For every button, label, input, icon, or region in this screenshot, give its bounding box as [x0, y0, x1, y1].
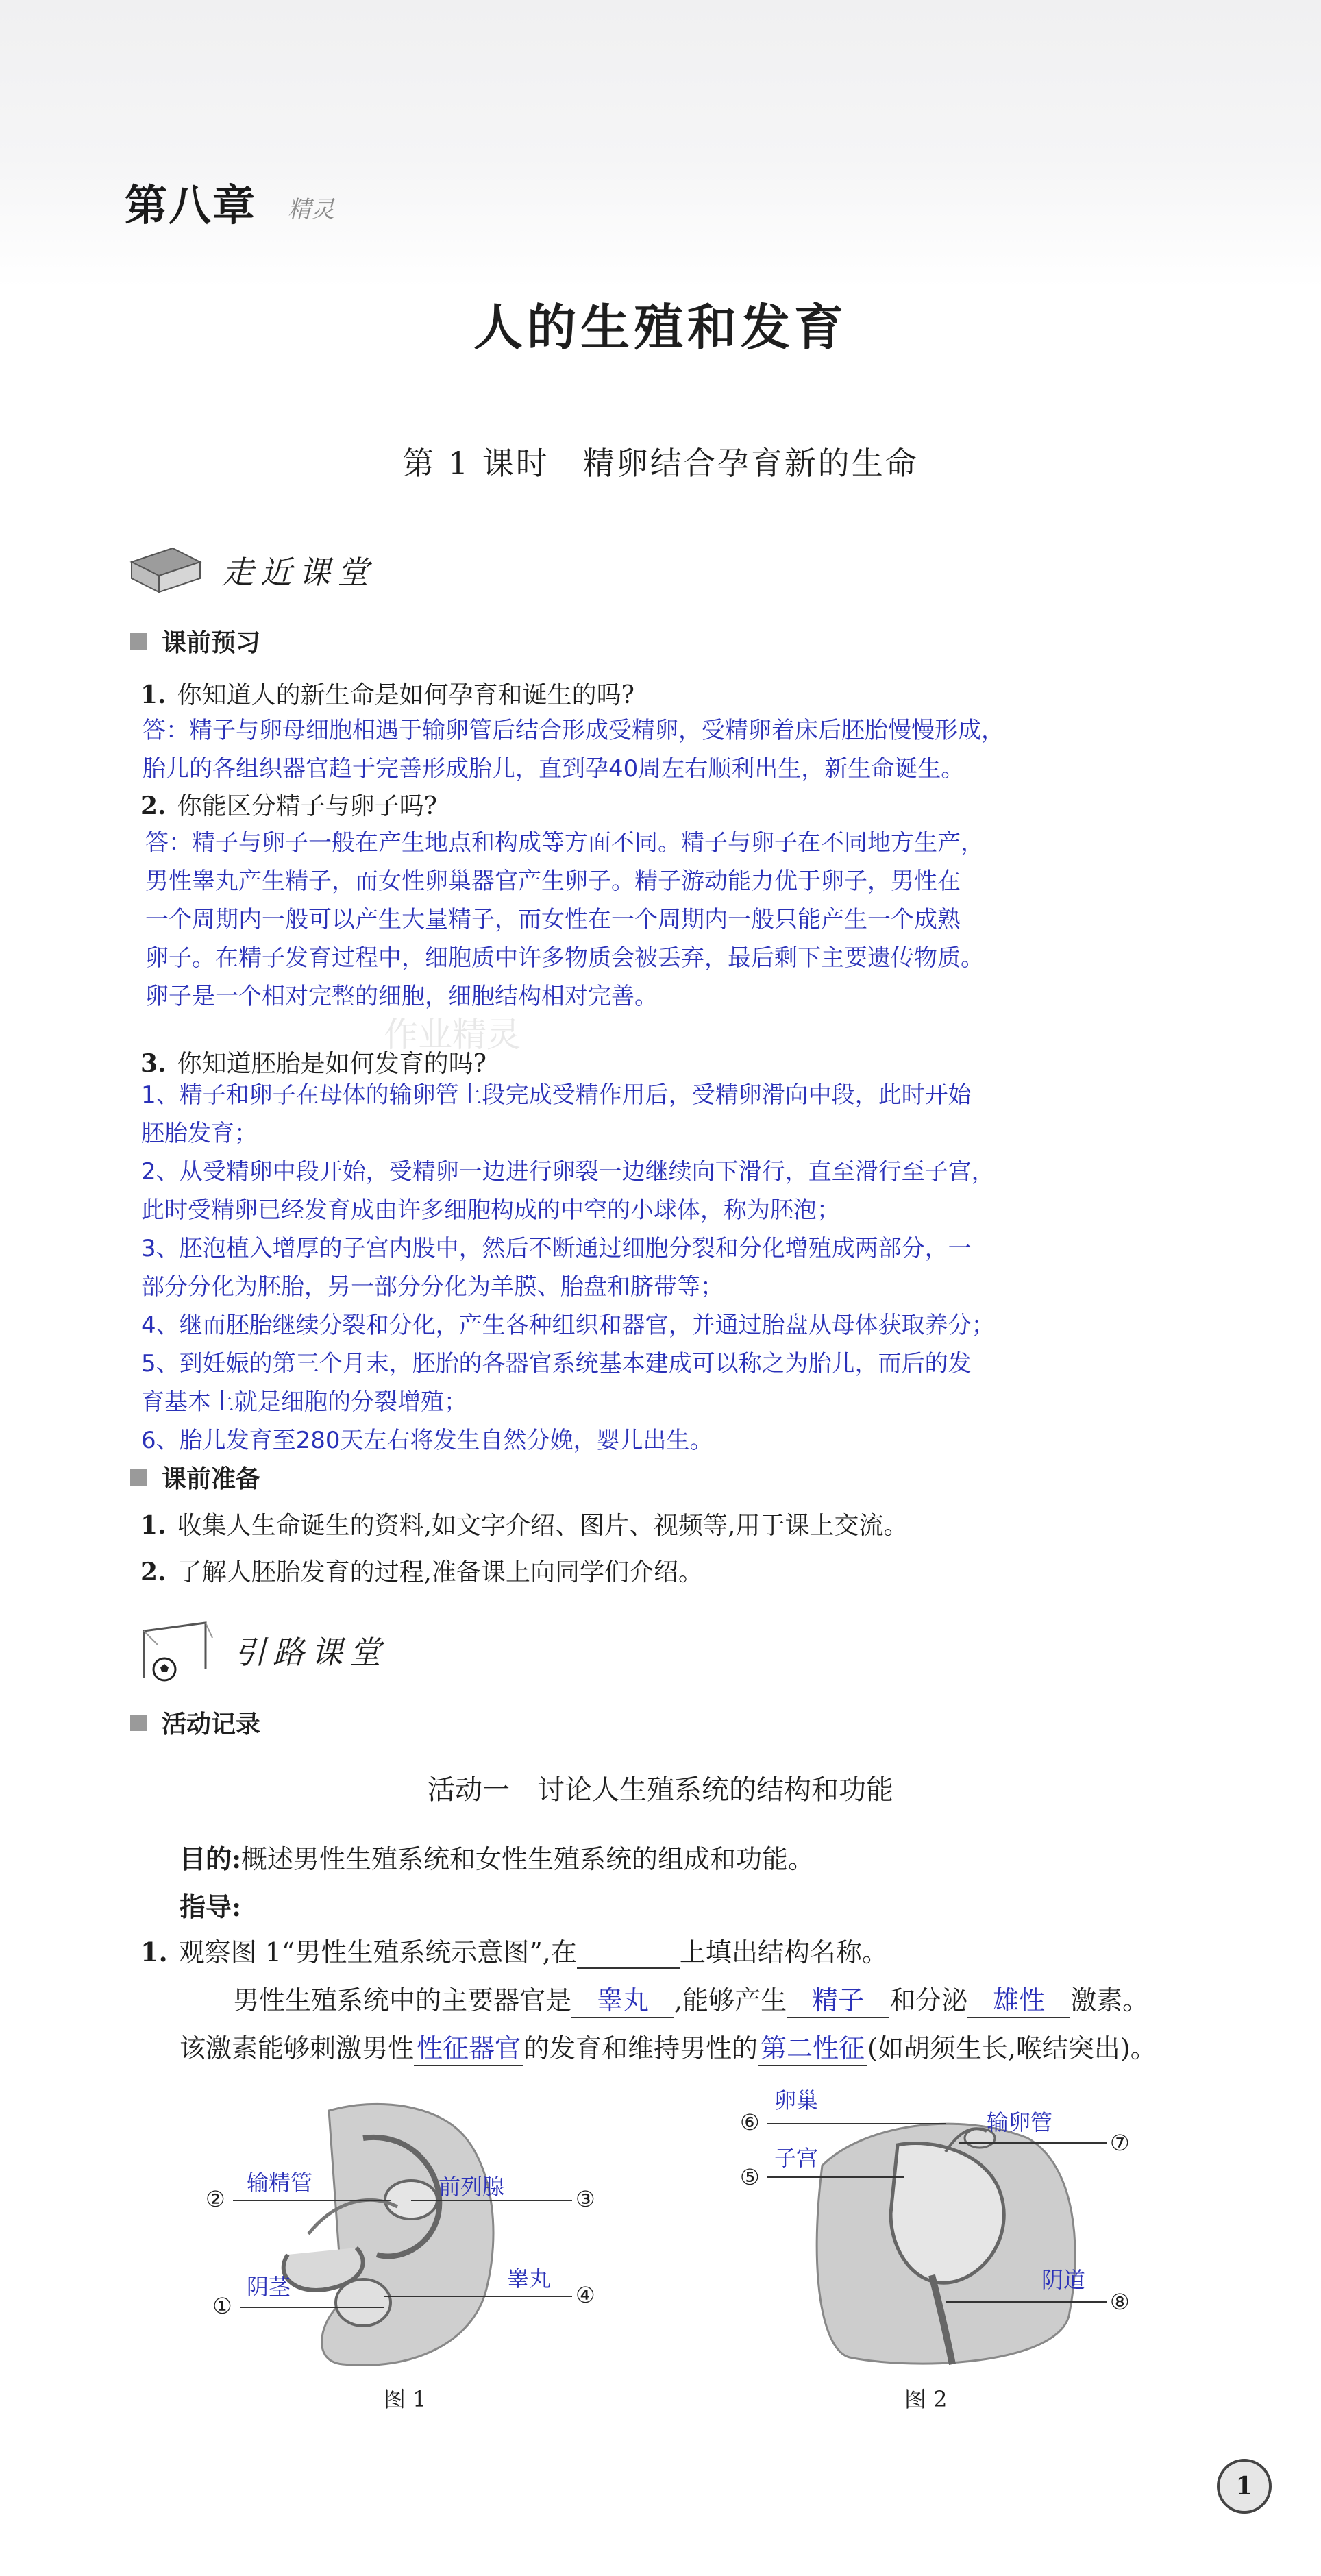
leader-line: [767, 2123, 946, 2124]
exercise-1-line-3: [180, 2027, 1157, 2066]
soccer-goal-icon: [137, 1617, 219, 1683]
answer-2-line: 答：精子与卵子一般在产生地点和构成等方面不同。精子与卵子在不同地方生产，: [145, 829, 984, 857]
prep-item-2: [140, 1553, 703, 1588]
label-vas-deferens: 输精管: [247, 2170, 313, 2196]
label-penis: 阴茎: [247, 2274, 291, 2300]
figure-1: [206, 2097, 617, 2371]
answer-2-line: 男性睾丸产生精子，而女性卵巢器官产生卵子。精子游动能力优于卵子，男性在: [145, 868, 961, 895]
page-number: 1: [1217, 2459, 1272, 2514]
answer-1-line: 胎儿的各组织器官趋于完善形成胎儿，直到孕40周左右顺利出生，新生命诞生。: [143, 755, 965, 783]
label-oviduct: 输卵管: [987, 2109, 1053, 2135]
answer-3-line: 3、胚泡植入增厚的子宫内股中，然后不断通过细胞分裂和分化增殖成两部分，一: [141, 1235, 972, 1262]
answer-1-line: 答：精子与卵母细胞相遇于输卵管后结合形成受精卵，受精卵着床后胚胎慢慢形成，: [143, 717, 1004, 744]
prep-item-1-number: 1.: [140, 1511, 166, 1540]
purpose-text: 概述男性生殖系统和女性生殖系统的组成和功能。: [241, 1844, 815, 1874]
label-ovary: 卵巢: [774, 2087, 819, 2113]
guide-label: 指导:: [180, 1891, 242, 1922]
answer-blank-hormone[interactable]: 雄性: [967, 1979, 1070, 2018]
answer-3-line: 5、到妊娠的第三个月末，胚胎的各器官系统基本建成可以称之为胎儿，而后的发: [141, 1350, 972, 1377]
section-banner-1-text: 走近课堂: [222, 554, 375, 591]
marker-6: ⑥: [740, 2109, 760, 2135]
sub-header-activity-text: 活动记录: [162, 1710, 261, 1739]
exercise-1-text: 激素。: [1070, 1985, 1149, 2015]
prep-item-1-text: 收集人生命诞生的资料,如文字介绍、图片、视频等,用于课上交流。: [177, 1512, 909, 1540]
exercise-1-text: (如胡须生长,喉结突出)。: [867, 2033, 1157, 2063]
answer-blank-cell[interactable]: 精子: [787, 1979, 889, 2018]
purpose-line: [180, 1838, 814, 1876]
figure-2-caption: 图 2: [904, 2386, 948, 2412]
square-bullet-icon: [130, 1715, 147, 1731]
question-3: [140, 1044, 486, 1079]
exercise-1-text: 该激素能够刺激男性: [180, 2033, 415, 2063]
label-testis: 睾丸: [507, 2266, 552, 2292]
answer-blank-organ[interactable]: 睾丸: [571, 1979, 674, 2018]
marker-4: ④: [576, 2282, 595, 2308]
marker-3: ③: [576, 2186, 595, 2212]
question-2: [140, 787, 437, 822]
prep-item-2-number: 2.: [140, 1558, 166, 1586]
question-2-number: 2.: [140, 792, 166, 820]
figure-2: [781, 2097, 1086, 2371]
answer-2: [145, 824, 984, 1016]
answer-1: [143, 711, 1004, 788]
desk-icon: [125, 541, 207, 599]
answer-3: [141, 1076, 995, 1460]
header-band: [0, 0, 1321, 288]
sub-header-prep: [130, 1460, 260, 1495]
leader-line: [384, 2296, 572, 2297]
answer-blank-organs[interactable]: 性征器官: [414, 2027, 523, 2066]
label-uterus: 子宫: [774, 2145, 819, 2171]
exercise-1-text: 观察图 1“男性生殖系统示意图”,在: [178, 1937, 577, 1967]
leader-line: [767, 2176, 904, 2178]
prep-item-1: [140, 1506, 908, 1541]
section-banner-1: [125, 541, 375, 599]
leader-line: [233, 2200, 391, 2201]
activity-title: 活动一 讨论人生殖系统的结构和功能: [428, 1774, 893, 1806]
female-reproductive-diagram: [781, 2097, 1086, 2371]
blank-line[interactable]: [577, 1937, 680, 1969]
prep-item-2-text: 了解人胚胎发育的过程,准备课上向同学们介绍。: [177, 1558, 704, 1586]
answer-3-line: 此时受精卵已经发育成由许多细胞构成的中空的小球体，称为胚泡；: [141, 1197, 840, 1224]
question-2-text: 你能区分精子与卵子吗?: [177, 792, 437, 820]
square-bullet-icon: [130, 1469, 147, 1486]
label-prostate: 前列腺: [439, 2174, 505, 2200]
section-banner-2: [137, 1617, 388, 1683]
exercise-1-text: 和分泌: [889, 1985, 968, 2015]
marker-8: ⑧: [1110, 2289, 1130, 2315]
marker-5: ⑤: [740, 2164, 760, 2190]
sub-header-activity: [130, 1705, 260, 1740]
answer-3-line: 部分分化为胚胎，另一部分分化为羊膜、胎盘和脐带等；: [141, 1273, 724, 1301]
exercise-1-text: 的发育和维持男性的: [523, 2033, 758, 2063]
answer-2-line: 卵子是一个相对完整的细胞，细胞结构相对完善。: [145, 983, 658, 1010]
question-3-number: 3.: [140, 1049, 166, 1078]
label-vagina: 阴道: [1041, 2267, 1086, 2293]
marker-7: ⑦: [1110, 2130, 1130, 2156]
purpose-label: 目的:: [180, 1843, 242, 1874]
question-1: [140, 676, 634, 711]
exercise-1-text: 男性生殖系统中的主要器官是: [233, 1985, 572, 2015]
sub-header-preview: [130, 624, 260, 659]
answer-2-line: 一个周期内一般可以产生大量精子，而女性在一个周期内一般只能产生一个成熟: [145, 906, 961, 933]
watermark: 作业精灵: [384, 1015, 521, 1055]
answer-3-line: 4、继而胚胎继续分裂和分化，产生各种组织和器官，并通过胎盘从母体获取养分；: [141, 1312, 995, 1339]
answer-3-line: 6、胎儿发育至280天左右将发生自然分娩，婴儿出生。: [141, 1427, 713, 1454]
section-banner-2-text: 引路课堂: [234, 1634, 388, 1671]
answer-3-line: 育基本上就是细胞的分裂增殖；: [141, 1388, 467, 1416]
chapter-logo-text: 精灵: [288, 196, 334, 223]
male-reproductive-diagram: [206, 2097, 617, 2371]
exercise-1-text: ,能够产生: [674, 1985, 787, 2015]
sub-header-prep-text: 课前准备: [162, 1465, 261, 1493]
answer-3-line: 1、精子和卵子在母体的输卵管上段完成受精作用后，受精卵滑向中段，此时开始: [141, 1081, 972, 1109]
leader-line: [240, 2307, 384, 2308]
question-1-number: 1.: [140, 680, 166, 709]
exercise-1-text: 上填出结构名称。: [679, 1937, 888, 1967]
leader-line: [959, 2142, 1107, 2144]
exercise-1-line-1: [140, 1931, 888, 1969]
page-title: 人的生殖和发育: [473, 298, 848, 356]
answer-blank-traits[interactable]: 第二性征: [758, 2027, 867, 2066]
square-bullet-icon: [130, 633, 147, 650]
marker-1: ①: [212, 2293, 232, 2319]
lesson-title: 第 1 课时 精卵结合孕育新的生命: [402, 445, 919, 482]
question-1-text: 你知道人的新生命是如何孕育和诞生的吗?: [177, 681, 634, 709]
exercise-1-number: 1.: [140, 1937, 168, 1967]
figure-1-caption: 图 1: [384, 2386, 427, 2412]
chapter-label: 第八章: [125, 180, 257, 230]
answer-3-line: 胚胎发育；: [141, 1120, 258, 1147]
question-3-text: 你知道胚胎是如何发育的吗?: [177, 1050, 486, 1078]
leader-line: [946, 2301, 1107, 2303]
answer-3-line: 2、从受精卵中段开始，受精卵一边进行卵裂一边继续向下滑行，直至滑行至子宫，: [141, 1158, 995, 1186]
answer-2-line: 卵子。在精子发育过程中，细胞质中许多物质会被丢弃，最后剩下主要遗传物质。: [145, 944, 984, 972]
marker-2: ②: [206, 2186, 225, 2212]
sub-header-preview-text: 课前预习: [162, 629, 261, 657]
exercise-1-line-2: [233, 1979, 1148, 2018]
